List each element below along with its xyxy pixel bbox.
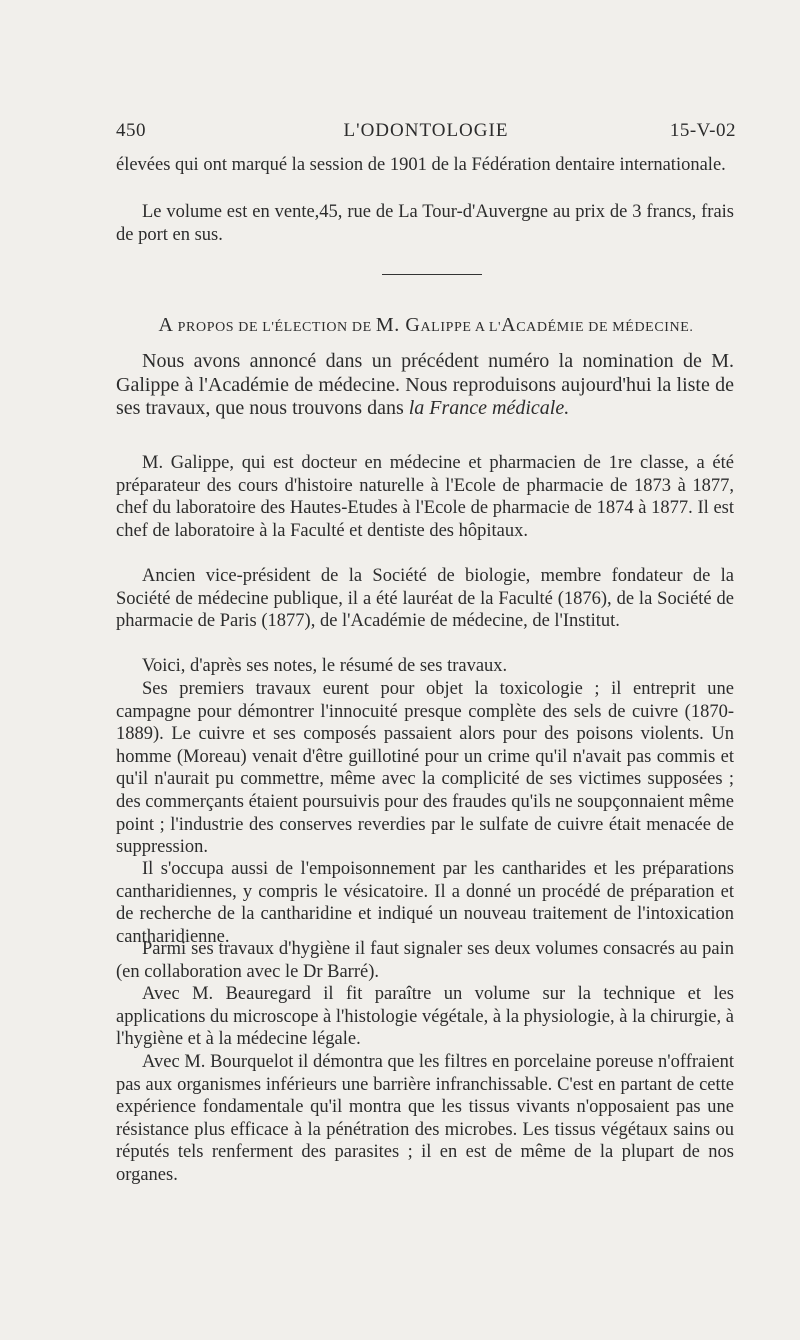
paragraph-biography: M. Galippe, qui est docteur en médecine et pharmacien de 1re classe, a été préparateur des cours d'histoire naturelle à l'Ecole de pharmacie de 1873 à 1877, chef du laboratoire des Hautes-Etudes à l'Ecole de pharmacie de 1874 à 1877. Il est chef de laboratoire à la Faculté et dentiste des hôpitaux. [116,453,734,541]
paragraph-cantharides: Il s'occupa aussi de l'empoisonnement par les cantharides et les préparations cantharidiennes, y compris le vésicatoire. Il a donné un procédé de préparation et de recherche de la cantharidine et indiqué un nouveau traitement de l'intoxication cantharidienne. [116,859,734,947]
issue-date: 15-V-02 [669,120,736,141]
paragraph-filters: Avec M. Bourquelot il démontra que les filtres en porcelaine poreuse n'offraient pas aux organismes inférieurs une barrière infranchissable. C'est en partant de cette expérience fondamentale qu'il montra que les tissus vivants n'opposaient pas une résistance plus efficace à la pénétration des microbes. Les tissus végétaux sains ou réputés tels renferment des parasites ; il en est de même de la plupart de nos organes. [116,1052,734,1185]
paragraph-microscope: Avec M. Beauregard il fit paraître un volume sur la technique et les applications du microscope à l'histologie végétale, à la physiologie, à la chirurgie, à l'hygiène et à la médecine légale. [116,984,734,1050]
paragraph-honors: Ancien vice-président de la Société de biologie, membre fondateur de la Société de médecine publique, il a été lauréat de la Faculté (1876), de la Société de pharmacie de Paris (1877), de l'Académie de médecine, de l'Institut. [116,566,734,632]
source-journal-title: la France médicale. [408,397,570,419]
paragraph-summary-intro: Voici, d'après ses notes, le résumé de ses travaux. [142,656,508,676]
paragraph-announcement [116,350,734,421]
section-divider [382,274,482,275]
paragraph-hygiene: Parmi ses travaux d'hygiène il faut signaler ses deux volumes consacrés au pain (en collaboration avec le Dr Barré). [116,939,734,982]
section-heading: A PROPOS DE L'ÉLECTION DE M. GALIPPE A L'ACADÉMIE DE MÉDECINE. [158,314,694,336]
page-number: 450 [116,120,146,141]
intro-paragraph-2: Le volume est en vente,45, rue de La Tour-d'Auvergne au prix de 3 francs, frais de port en sus. [116,202,734,245]
journal-title: L'ODONTOLOGIE [343,120,509,141]
paragraph-toxicology: Ses premiers travaux eurent pour objet la toxicologie ; il entreprit une campagne pour démontrer l'innocuité presque complète des sels de cuivre (1870-1889). Le cuivre et ses composés passaient alors pour des poisons violents. Un homme (Moreau) venait d'être guillotiné pour un crime qu'il n'avait pas commis et qu'il n'aurait pu commettre, même avec la complicité de ses victimes supposées ; des commerçants étaient poursuivis pour des fraudes qu'ils ne soupçonnaient même point ; l'industrie des conserves reverdies par le sulfate de cuivre était menacée de suppression. [116,679,734,858]
running-header [116,120,736,144]
paragraph-announcement-text: Nous avons annoncé dans un précédent numéro la nomination de M. Galippe à l'Académie de médecine. Nous reproduisons aujourd'hui la liste de ses travaux, que nous trouvons dans [116,350,734,419]
intro-paragraph-1: élevées qui ont marqué la session de 1901 de la Fédération dentaire internationale. [116,155,726,175]
